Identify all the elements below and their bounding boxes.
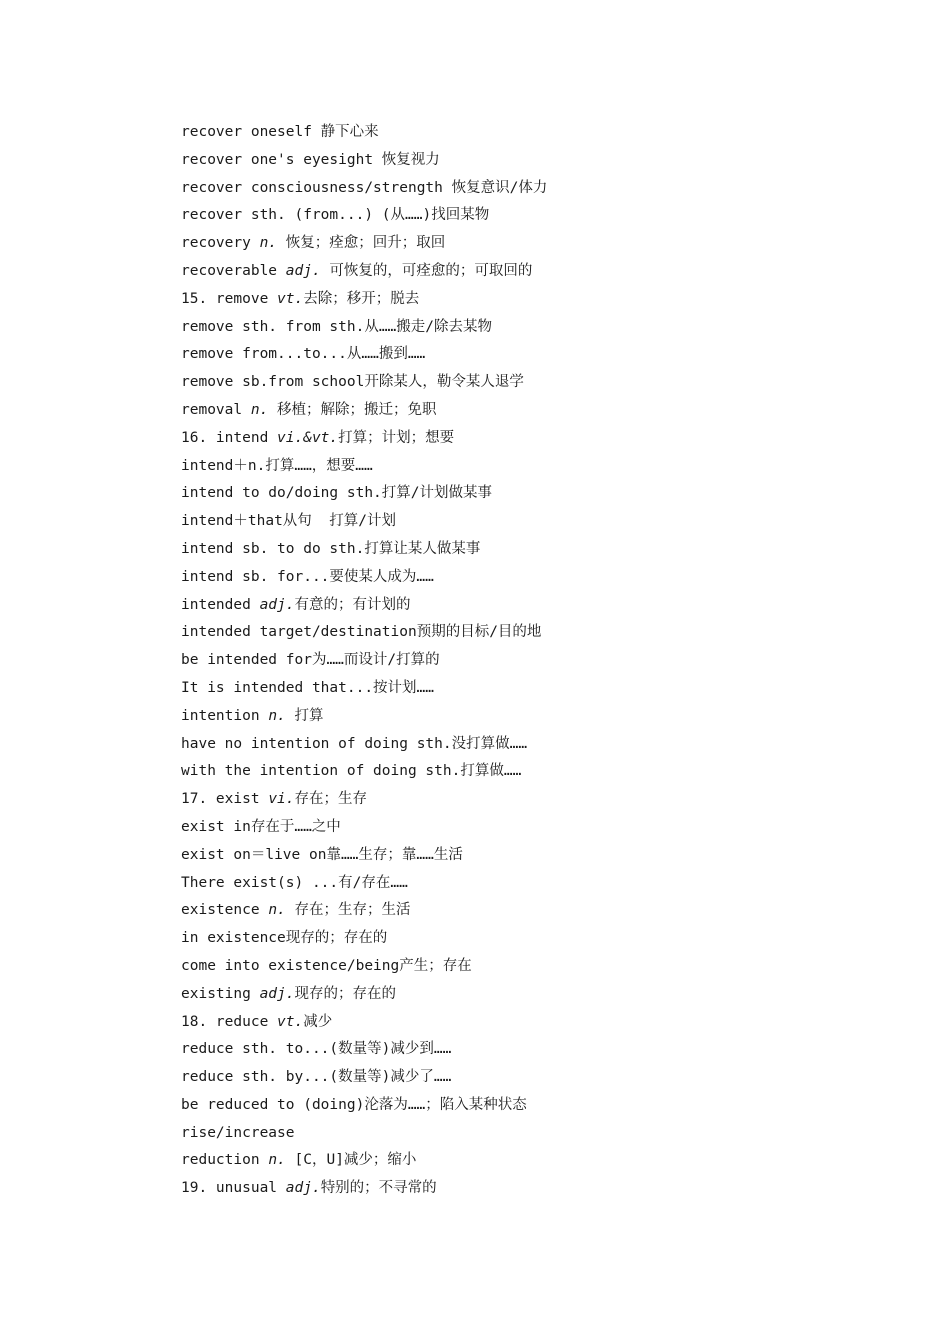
entry-heading: 15. remove vt.去除；移开；脱去 [181,290,420,307]
text-line: recover one's eyesight 恢复视力 [181,151,440,168]
text-line: exist on＝live on靠……生存；靠……生活 [181,846,463,863]
text-line: There exist(s) ...有/存在…… [181,874,408,891]
text-line: remove sb.from school开除某人，勒令某人退学 [181,374,524,391]
text-line: come into existence/being产生；存在 [181,957,472,974]
text-line: remove sth. from sth.从……搬走/除去某物 [181,318,493,335]
text-line: with the intention of doing sth.打算做…… [181,763,522,780]
entry-heading: 17. exist vi.存在；生存 [181,791,368,808]
text-line: recover oneself 静下心来 [181,124,379,140]
text-line: rise/increase [181,1124,295,1141]
text-line: be intended for为……而设计/打算的 [181,652,440,669]
text-line: intention n. 打算 [181,707,324,724]
entry-heading: 18. reduce vt.减少 [181,1013,333,1030]
text-line: recovery n. 恢复；痊愈；回升；取回 [181,235,446,252]
text-line: recoverable adj. 可恢复的，可痊愈的；可取回的 [181,262,533,279]
text-line: intend sb. for...要使某人成为…… [181,568,434,585]
text-line: reduce sth. by...(数量等)减少了…… [181,1069,452,1086]
text-line: reduce sth. to...(数量等)减少到…… [181,1041,452,1058]
text-line: reduction n. [C，U]减少；缩小 [181,1152,417,1169]
entry-heading: 16. intend vi.&vt.打算；计划；想要 [181,429,455,446]
text-line: intend＋n.打算……，想要…… [181,457,373,474]
text-line: removal n. 移植；解除；搬迁；免职 [181,401,437,418]
text-line: It is intended that...按计划…… [181,679,435,696]
text-line: existence n. 存在；生存；生活 [181,902,411,919]
text-line: existing adj.现存的；存在的 [181,985,396,1002]
text-line: intended target/destination预期的目标/目的地 [181,624,542,641]
text-line: intend to do/doing sth.打算/计划做某事 [181,485,493,502]
text-line: intended adj.有意的；有计划的 [181,596,411,613]
text-line: exist in存在于……之中 [181,818,341,835]
text-line: have no intention of doing sth.没打算做…… [181,735,528,752]
text-line: recover sth. (from...) (从……)找回某物 [181,207,490,224]
text-line: remove from...to...从……搬到…… [181,346,426,363]
text-line: be reduced to (doing)沦落为……；陷入某种状态 [181,1096,527,1113]
text-line: recover consciousness/strength 恢复意识/体力 [181,179,548,196]
text-line: intend sb. to do sth.打算让某人做某事 [181,540,481,557]
vocabulary-list [181,119,881,1203]
text-line: in existence现存的；存在的 [181,930,388,947]
text-line: intend＋that从句 打算/计划 [181,513,396,530]
entry-heading: 19. unusual adj.特别的；不寻常的 [181,1180,437,1197]
